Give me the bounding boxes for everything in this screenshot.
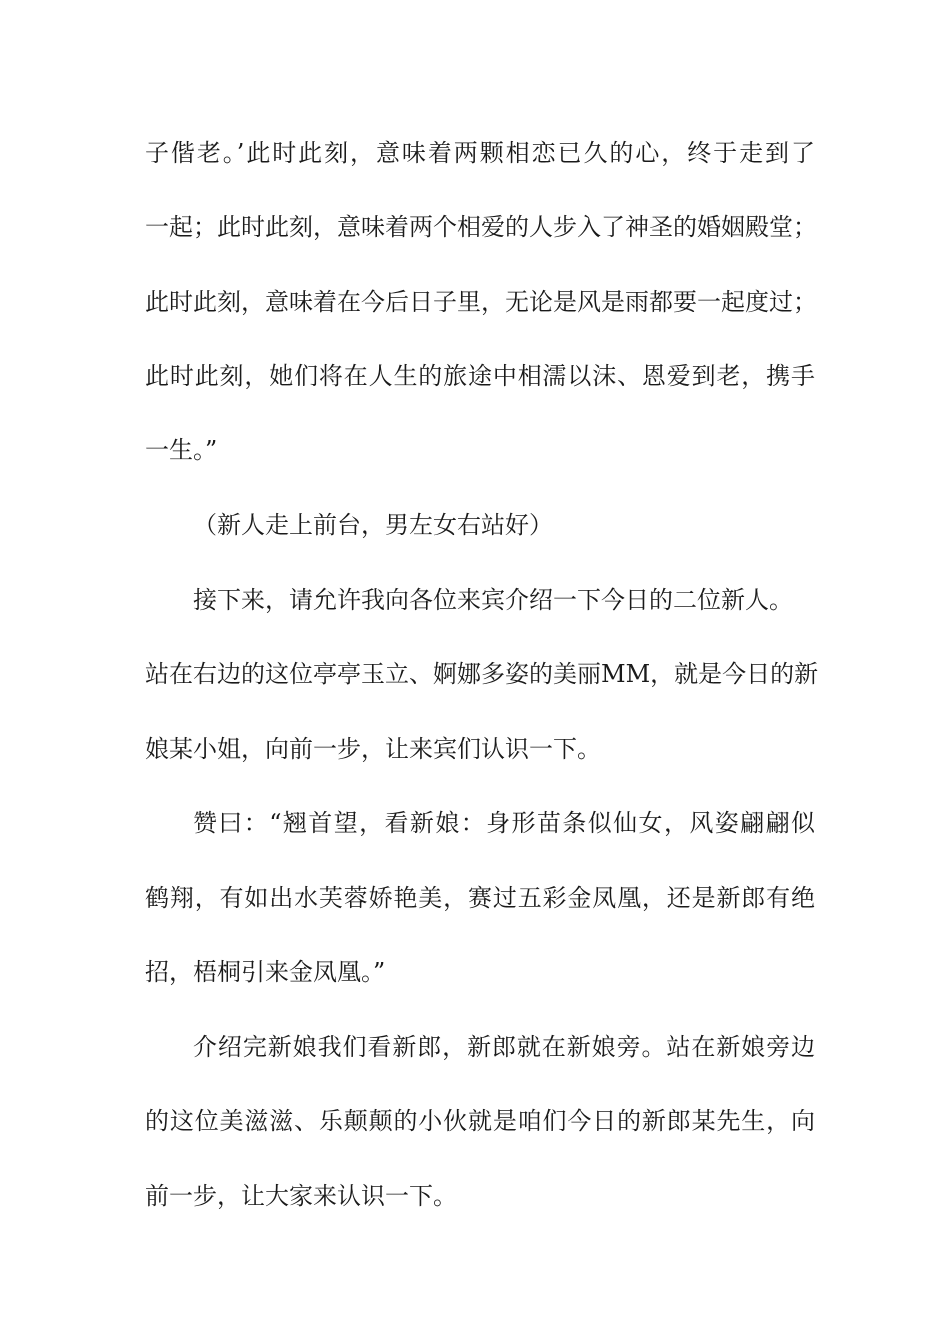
text-line: 子偕老。’此时此刻，意味着两颗相恋已久的心，终于走到了 bbox=[145, 139, 815, 167]
text-line: 的这位美滋滋、乐颠颠的小伙就是咱们今日的新郎某先生，向 bbox=[145, 1107, 815, 1135]
text-line: 招，梧桐引来金凤凰。” bbox=[145, 958, 386, 986]
text-line: 介绍完新娘我们看新郎，新郎就在新娘旁。站在新娘旁边 bbox=[193, 1033, 815, 1061]
text-line: 接下来，请允许我向各位来宾介绍一下今日的二位新人。 bbox=[193, 586, 793, 614]
text-line: 一起；此时此刻，意味着两个相爱的人步入了神圣的婚姻殿堂； bbox=[145, 213, 817, 241]
text-line: （新人走上前台，男左女右站好） bbox=[193, 511, 553, 539]
text-line: 此时此刻，她们将在人生的旅途中相濡以沫、恩爱到老，携手 bbox=[145, 362, 815, 390]
text-line: 前一步，让大家来认识一下。 bbox=[145, 1182, 457, 1210]
text-line: 赞曰：“翘首望，看新娘：身形苗条似仙女，风姿翩翩似 bbox=[193, 809, 815, 837]
text-line: 一生。” bbox=[145, 436, 218, 464]
text-line: 娘某小姐，向前一步，让来宾们认识一下。 bbox=[145, 735, 601, 763]
text-line: 鹤翔，有如出水芙蓉娇艳美，赛过五彩金凤凰，还是新郎有绝 bbox=[145, 884, 815, 912]
text-line: 站在右边的这位亭亭玉立、婀娜多姿的美丽MM，就是今日的新 bbox=[145, 660, 819, 688]
text-line: 此时此刻，意味着在今后日子里，无论是风是雨都要一起度过； bbox=[145, 288, 817, 316]
